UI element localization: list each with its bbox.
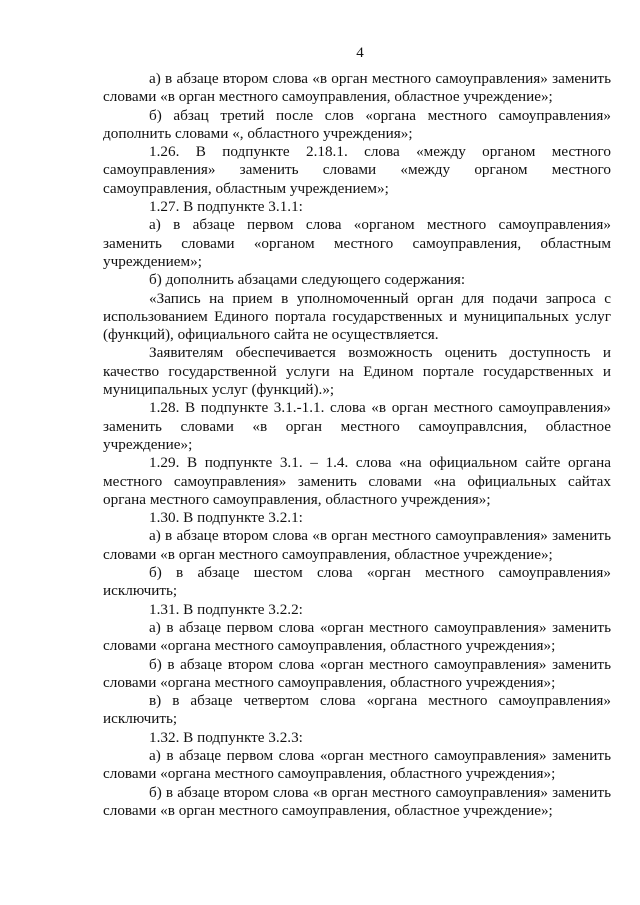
paragraph: 1.26. В подпункте 2.18.1. слова «между органом местного самоуправления» заменить словами «между органом местного самоуправления, областным учреждением»; (103, 143, 611, 197)
paragraph: 1.32. В подпункте 3.2.3: (149, 728, 303, 746)
paragraph: б) в абзаце шестом слова «орган местного самоуправления» исключить; (103, 564, 611, 600)
paragraph: б) в абзаце втором слова «орган местного самоуправления» заменить словами «органа местного самоуправления, областного учреждения»; (103, 655, 611, 691)
paragraph: а) в абзаце первом слова «органом местного самоуправления» заменить словами «органом местного самоуправления, областным учреждением»; (103, 216, 611, 270)
paragraph: «Запись на прием в уполномоченный орган для подачи запроса с использованием Единого портала государственных и муниципальных услуг (функций), официального сайта не осуществляется. (103, 289, 611, 344)
paragraph: Заявителям обеспечивается возможность оценить доступность и качество государственной услуги на Едином портале государственных и муниципальных услуг (функций).»; (103, 344, 611, 399)
paragraph: 1.28. В подпункте 3.1.-1.1. слова «в орган местного самоуправления» заменить словами «в орган местного самоуправлсния, областное учреждение»; (103, 399, 611, 453)
paragraph: 1.30. В подпункте 3.2.1: (149, 509, 303, 527)
paragraph: а) в абзаце первом слова «орган местного самоуправления» заменить словами «органа местного самоуправления, областного учреждения»; (103, 746, 611, 783)
paragraph: 1.31. В подпункте 3.2.2: (149, 600, 303, 618)
document-body (103, 70, 611, 820)
paragraph: а) в абзаце втором слова «в орган местного самоуправления» заменить словами «в орган местного самоуправления, областное учреждение»; (103, 527, 611, 563)
paragraph: а) в абзаце первом слова «орган местного самоуправления» заменить словами «органа местного самоуправления, областного учреждения»; (103, 618, 611, 655)
paragraph: б) абзац третий после слов «органа местного самоуправления» дополнить словами «, областного учреждения»; (103, 106, 611, 142)
page-number: 4 (356, 45, 364, 61)
paragraph: б) дополнить абзацами следующего содержания: (149, 271, 466, 289)
paragraph: б) в абзаце втором слова «в орган местного самоуправления» заменить словами «в орган местного самоуправления, областное учреждение»; (103, 783, 611, 819)
paragraph: 1.27. В подпункте 3.1.1: (149, 198, 303, 216)
paragraph: в) в абзаце четвертом слова «органа местного самоуправления» исключить; (103, 692, 611, 728)
paragraph: а) в абзаце втором слова «в орган местного самоуправления» заменить словами «в орган местного самоуправления, областное учреждение»; (103, 70, 611, 106)
paragraph: 1.29. В подпункте 3.1. – 1.4. слова «на официальном сайте органа местного самоуправления» заменить словами «на официальных сайтах органа местного самоуправления, областного учреждения»; (103, 454, 611, 508)
